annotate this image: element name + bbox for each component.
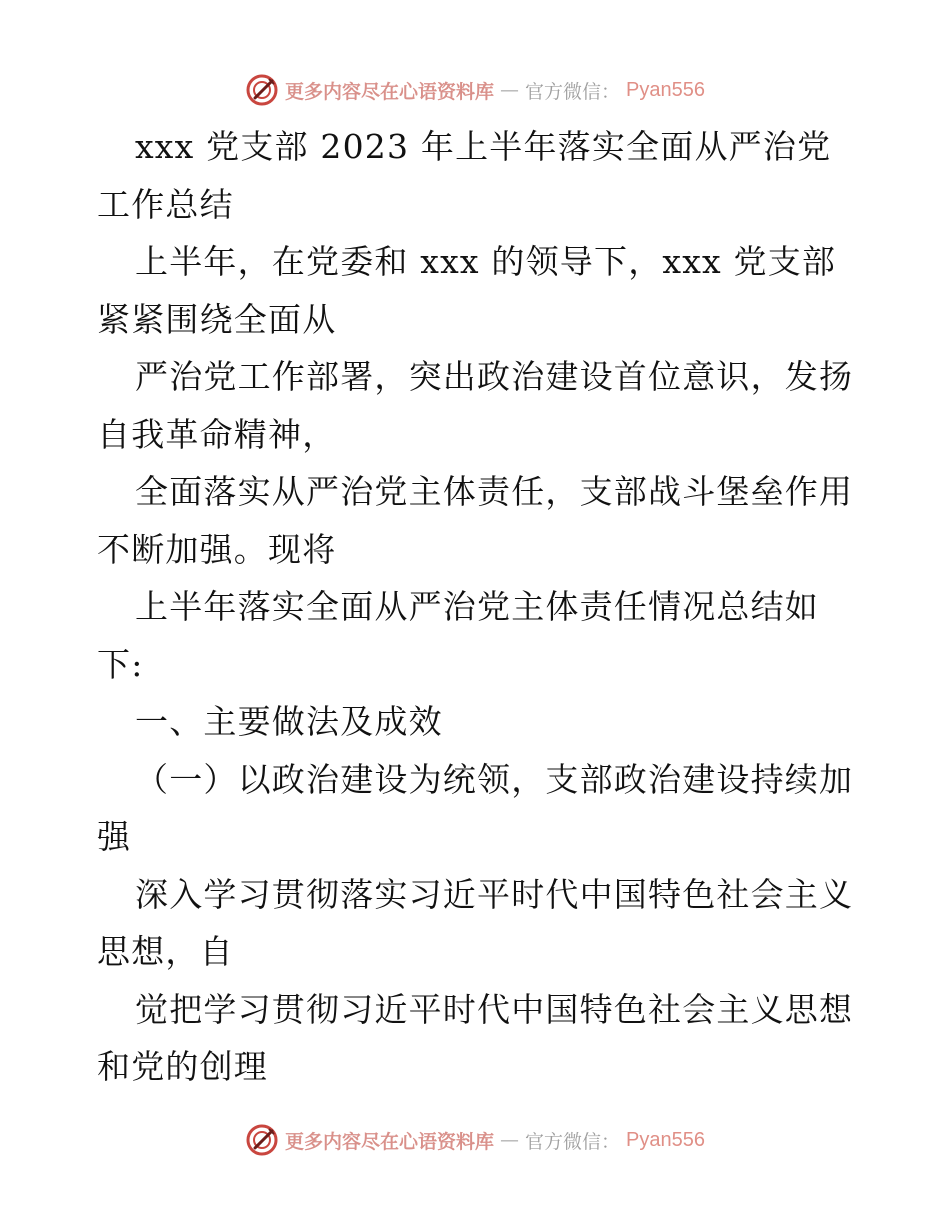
watermark-dash: — bbox=[500, 1129, 520, 1151]
paragraph: 严治党工作部署，突出政治建设首位意识，发扬自我革命精神， bbox=[97, 357, 854, 454]
document-body bbox=[97, 118, 857, 1096]
paragraph: 上半年，在党委和 xxx 的领导下，xxx 党支部紧紧围绕全面从 bbox=[97, 242, 837, 339]
watermark-wechat-id: Pyan556 bbox=[626, 78, 705, 101]
footer-watermark bbox=[0, 1120, 950, 1160]
header-watermark bbox=[0, 70, 950, 110]
watermark-dash: — bbox=[500, 79, 520, 101]
section-heading: 一、主要做法及成效 bbox=[135, 702, 443, 741]
watermark-wechat-label: 官方微信： bbox=[525, 1130, 621, 1153]
watermark-wechat-id: Pyan556 bbox=[626, 1128, 705, 1151]
watermark-main-text: 更多内容尽在心语资料库 bbox=[285, 80, 495, 103]
paragraph: 深入学习贯彻落实习近平时代中国特色社会主义思想，自 bbox=[97, 874, 854, 971]
watermark-main-text: 更多内容尽在心语资料库 bbox=[285, 1130, 495, 1153]
document-title: xxx 党支部 2023 年上半年落实全面从严治党工作总结 bbox=[97, 127, 832, 224]
paragraph: 全面落实从严治党主体责任，支部战斗堡垒作用不断加强。现将 bbox=[97, 472, 854, 569]
paragraph: 觉把学习贯彻习近平时代中国特色社会主义思想和党的创理 bbox=[97, 989, 854, 1086]
paragraph: 上半年落实全面从严治党主体责任情况总结如下: bbox=[97, 587, 819, 684]
seal-logo-icon bbox=[245, 73, 279, 107]
seal-logo-icon bbox=[245, 1123, 279, 1157]
watermark-wechat-label: 官方微信： bbox=[525, 80, 621, 103]
subsection-heading: （一）以政治建设为统领，支部政治建设持续加强 bbox=[97, 759, 854, 856]
